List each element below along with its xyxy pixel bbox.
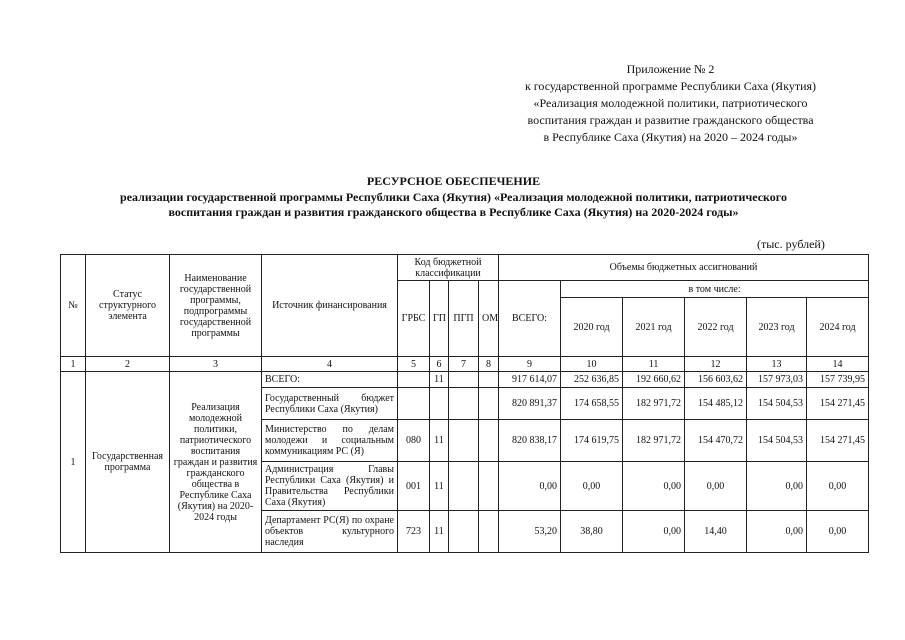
header-num: № xyxy=(61,255,86,357)
header-year: 2021 год xyxy=(623,298,685,357)
cell-2020: 174 619,75 xyxy=(561,420,623,462)
cell-2023: 157 973,03 xyxy=(747,372,807,388)
header-pgp: ПГП xyxy=(449,281,479,357)
cell-pgp xyxy=(449,420,479,462)
cell-2022: 0,00 xyxy=(685,462,747,511)
cell-total: 53,20 xyxy=(499,511,561,553)
document-title xyxy=(60,174,847,221)
col-number: 11 xyxy=(623,357,685,372)
cell-2024: 0,00 xyxy=(807,462,869,511)
cell-2023: 0,00 xyxy=(747,462,807,511)
cell-source: Департамент РС(Я) по охране объектов культурного наследия xyxy=(262,511,398,553)
cell-pgp xyxy=(449,462,479,511)
cell-grbs xyxy=(398,388,430,420)
appendix-line: в Республике Саха (Якутия) на 2020 – 2024 годы» xyxy=(543,130,798,144)
header-total: ВСЕГО: xyxy=(499,281,561,357)
col-number: 8 xyxy=(479,357,499,372)
cell-om xyxy=(479,511,499,553)
header-year: 2020 год xyxy=(561,298,623,357)
col-number: 3 xyxy=(170,357,262,372)
cell-pgp xyxy=(449,511,479,553)
cell-2022: 154 470,72 xyxy=(685,420,747,462)
cell-om xyxy=(479,420,499,462)
cell-gp: 11 xyxy=(430,462,449,511)
cell-source: Администрация Главы Республики Саха (Якутия) и Правительства Республики Саха (Якутия) xyxy=(262,462,398,511)
cell-2024: 154 271,45 xyxy=(807,420,869,462)
col-number: 13 xyxy=(747,357,807,372)
title-heading: РЕСУРСНОЕ ОБЕСПЕЧЕНИЕ xyxy=(366,174,541,188)
cell-2024: 0,00 xyxy=(807,511,869,553)
col-number: 9 xyxy=(499,357,561,372)
cell-om xyxy=(479,462,499,511)
header-incl: в том числе: xyxy=(561,281,869,298)
cell-source: Министерство по делам молодежи и социальным коммуникациям РС (Я) xyxy=(262,420,398,462)
cell-2023: 0,00 xyxy=(747,511,807,553)
cell-2022: 154 485,12 xyxy=(685,388,747,420)
header-status: Статус структурного элемента xyxy=(86,255,170,357)
cell-source: ВСЕГО: xyxy=(262,372,398,388)
resource-table xyxy=(60,254,869,553)
appendix-block xyxy=(505,61,836,146)
header-year: 2022 год xyxy=(685,298,747,357)
cell-2021: 0,00 xyxy=(623,511,685,553)
header-volumes: Объемы бюджетных ассигнований xyxy=(499,255,869,281)
cell-grbs: 723 xyxy=(398,511,430,553)
cell-gp: 11 xyxy=(430,372,449,388)
unit-label: (тыс. рублей) xyxy=(757,237,825,251)
cell-om xyxy=(479,372,499,388)
col-number: 4 xyxy=(262,357,398,372)
cell-2023: 154 504,53 xyxy=(747,420,807,462)
cell-2021: 192 660,62 xyxy=(623,372,685,388)
title-subtitle-line: воспитания граждан и развития гражданского общества в Республике Саха (Якутия) на 2020-2024 годы» xyxy=(168,205,739,219)
cell-2022: 14,40 xyxy=(685,511,747,553)
cell-source: Государственный бюджет Республики Саха (Якутия) xyxy=(262,388,398,420)
header-year: 2024 год xyxy=(807,298,869,357)
cell-2020: 252 636,85 xyxy=(561,372,623,388)
cell-2023: 154 504,53 xyxy=(747,388,807,420)
cell-gp xyxy=(430,388,449,420)
header-year: 2023 год xyxy=(747,298,807,357)
cell-grbs: 001 xyxy=(398,462,430,511)
cell-2020: 174 658,55 xyxy=(561,388,623,420)
header-grbs: ГРБС xyxy=(398,281,430,357)
cell-2022: 156 603,62 xyxy=(685,372,747,388)
cell-2021: 182 971,72 xyxy=(623,420,685,462)
cell-grbs: 080 xyxy=(398,420,430,462)
cell-pgp xyxy=(449,372,479,388)
cell-2024: 157 739,95 xyxy=(807,372,869,388)
header-kbk: Код бюджетной классификации xyxy=(398,255,499,281)
cell-gp: 11 xyxy=(430,511,449,553)
col-number: 7 xyxy=(449,357,479,372)
col-number: 10 xyxy=(561,357,623,372)
cell-total: 820 838,17 xyxy=(499,420,561,462)
header-source: Источник финансирования xyxy=(262,255,398,357)
col-number: 12 xyxy=(685,357,747,372)
cell-2021: 0,00 xyxy=(623,462,685,511)
appendix-line: «Реализация молодежной политики, патриотического xyxy=(533,96,808,110)
header-name: Наименование государственной программы, подпрограммы государственной программы xyxy=(170,255,262,357)
cell-total: 917 614,07 xyxy=(499,372,561,388)
cell-pgp xyxy=(449,388,479,420)
col-number: 6 xyxy=(430,357,449,372)
appendix-line: Приложение № 2 xyxy=(626,62,715,76)
col-number: 14 xyxy=(807,357,869,372)
cell-total: 820 891,37 xyxy=(499,388,561,420)
col-number: 5 xyxy=(398,357,430,372)
cell-2020: 38,80 xyxy=(561,511,623,553)
cell-2024: 154 271,45 xyxy=(807,388,869,420)
appendix-line: к государственной программе Республики Саха (Якутия) xyxy=(524,79,817,93)
cell-2021: 182 971,72 xyxy=(623,388,685,420)
table-row xyxy=(61,372,869,388)
cell-2020: 0,00 xyxy=(561,462,623,511)
column-number-row xyxy=(61,357,869,372)
cell-om xyxy=(479,388,499,420)
item-name: Реализация молодежной политики, патриотического воспитания граждан и развития гражданского общества в Республике Саха (Якутия) на 2020-2024 годы xyxy=(170,372,262,553)
header-row xyxy=(61,255,869,281)
col-number: 1 xyxy=(61,357,86,372)
cell-gp: 11 xyxy=(430,420,449,462)
header-om: ОМ xyxy=(479,281,499,357)
item-status: Государственная программа xyxy=(86,372,170,553)
cell-grbs xyxy=(398,372,430,388)
item-num: 1 xyxy=(61,372,86,553)
col-number: 2 xyxy=(86,357,170,372)
header-gp: ГП xyxy=(430,281,449,357)
appendix-line: воспитания граждан и развитие гражданского общества xyxy=(527,113,814,127)
title-subtitle-line: реализации государственной программы Республики Саха (Якутия) «Реализация молодежной политики, патриотического xyxy=(120,189,787,204)
cell-total: 0,00 xyxy=(499,462,561,511)
